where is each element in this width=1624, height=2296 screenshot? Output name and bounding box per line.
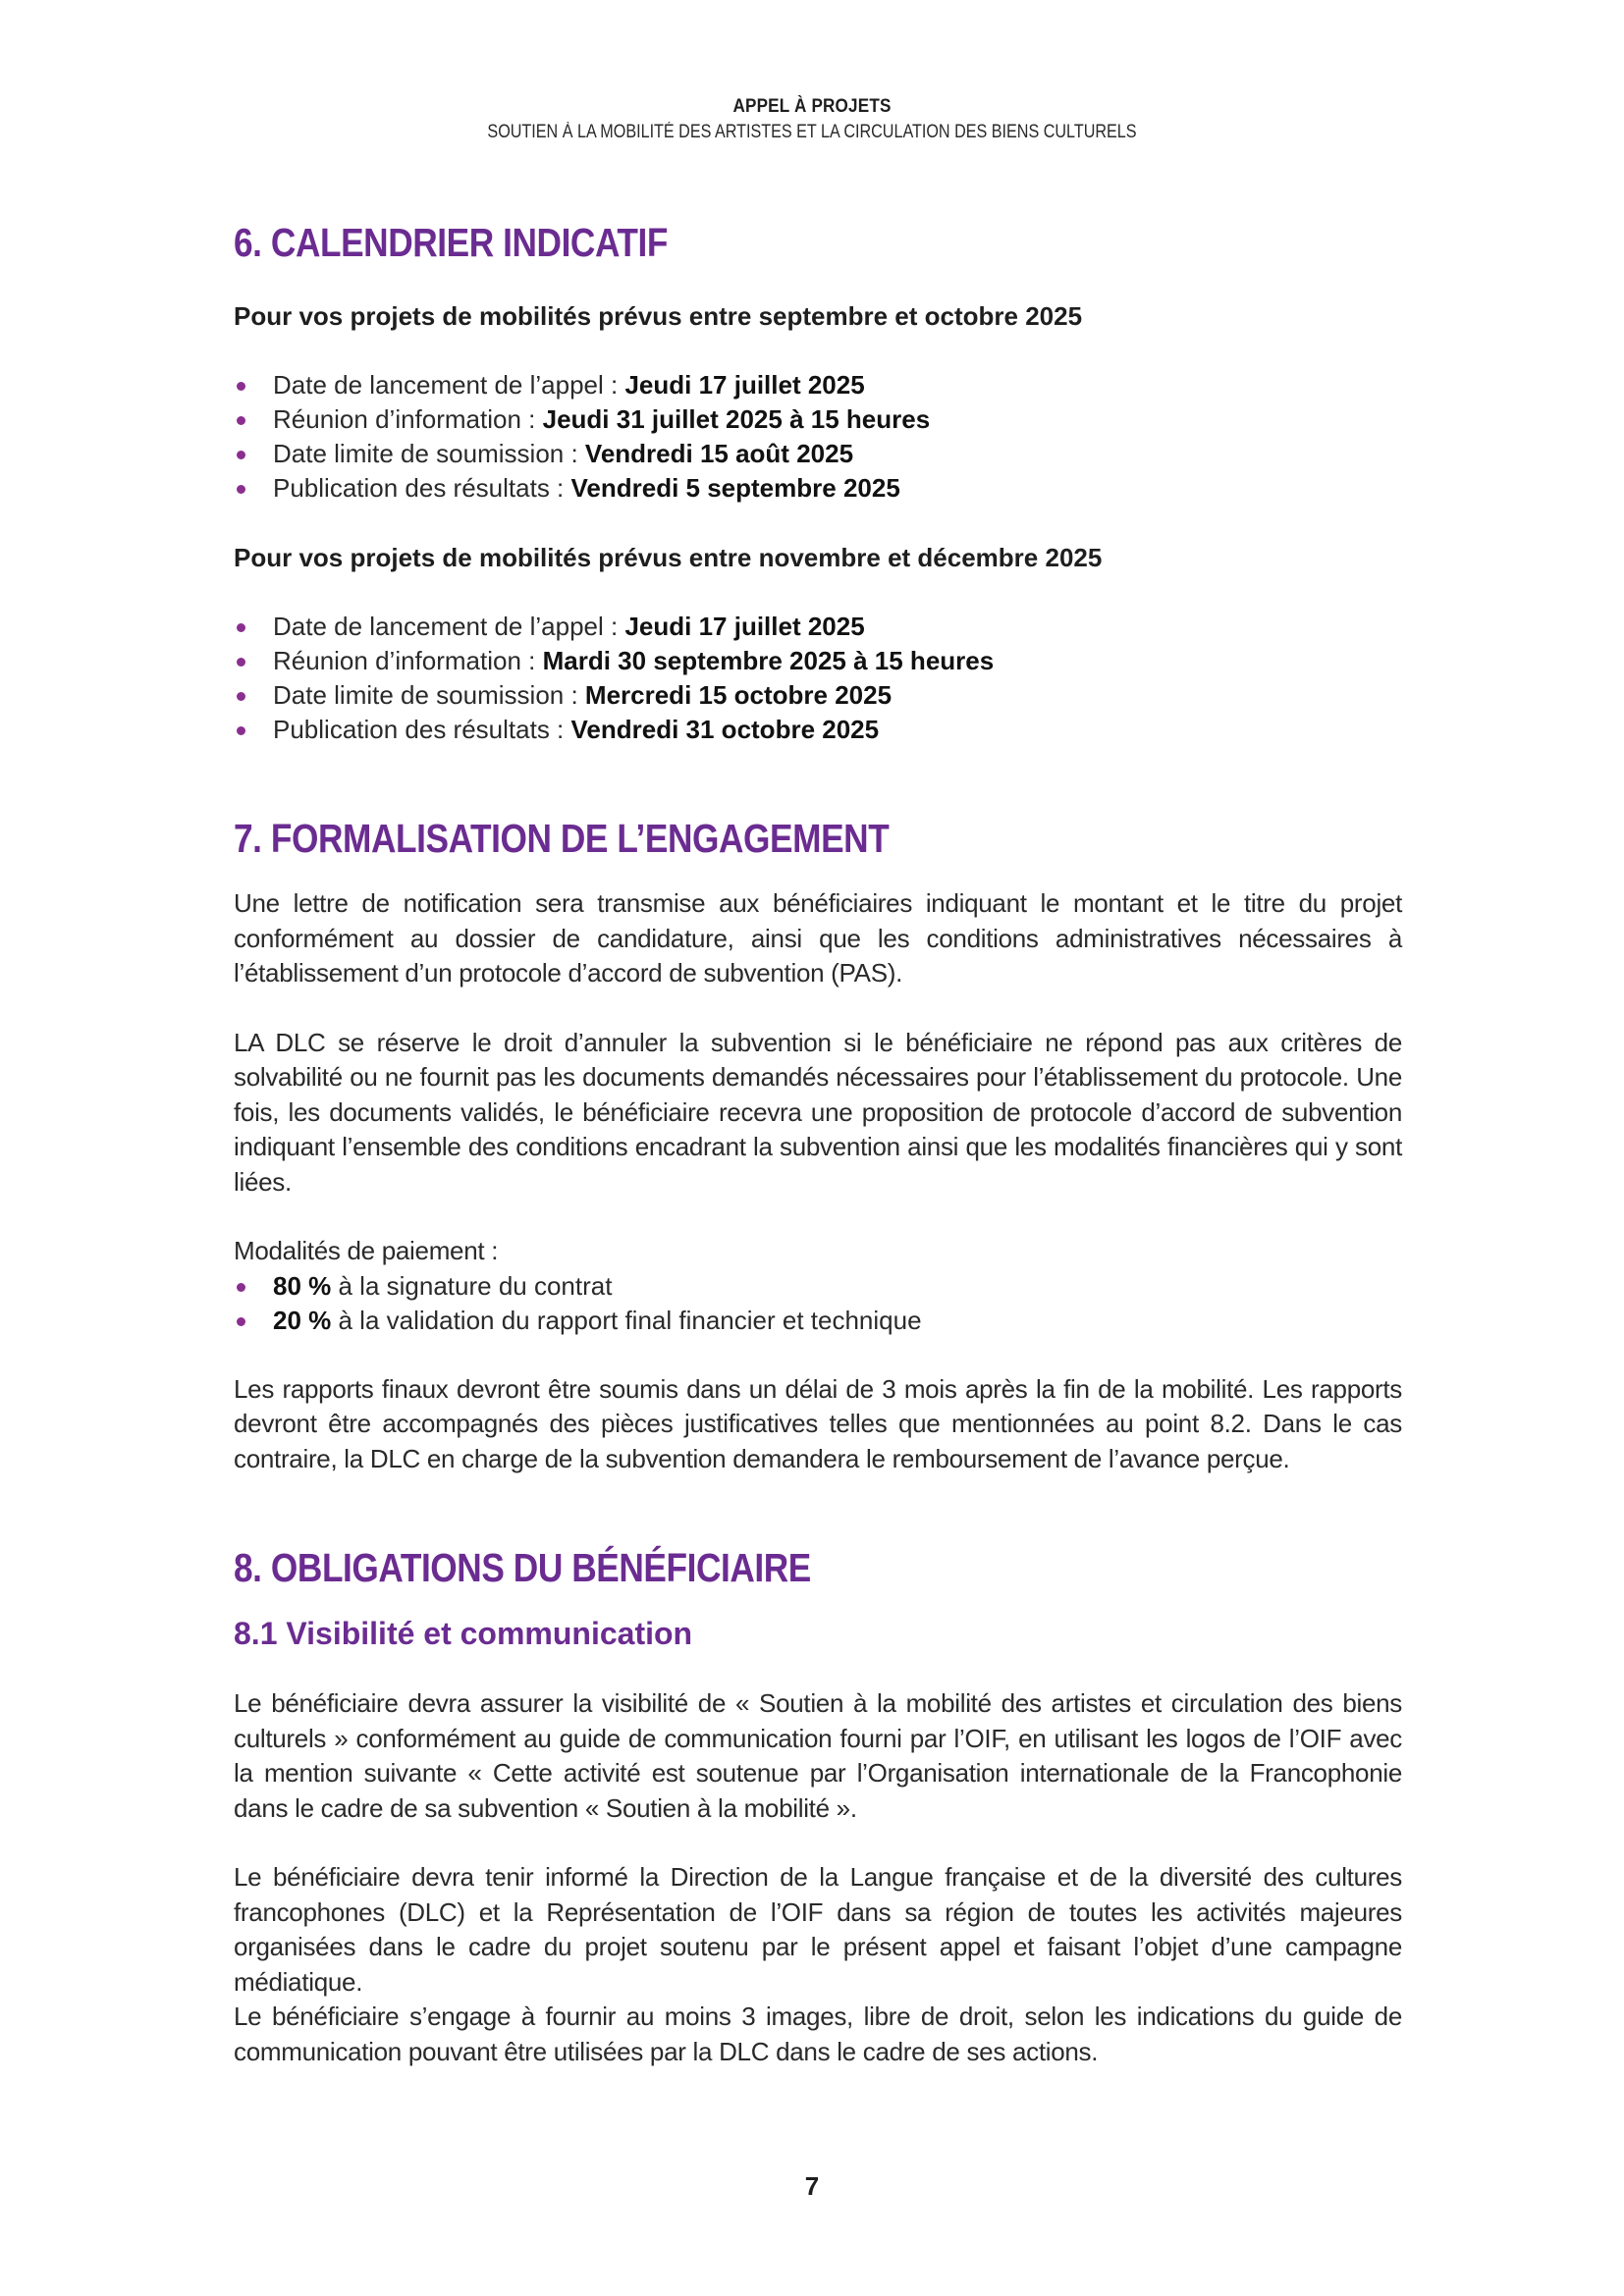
- section-8-title: 8. OBLIGATIONS DU BÉNÉFICIAIRE: [234, 1545, 811, 1590]
- page-content: [234, 218, 1402, 2069]
- period-2-heading: Pour vos projets de mobilités prévus entre novembre et décembre 2025: [234, 543, 1103, 572]
- page-number: 7: [804, 2171, 820, 2201]
- period-2-list: [234, 610, 1402, 747]
- list-item: Réunion d’information : Jeudi 31 juillet 2025 à 15 heures: [234, 402, 1402, 437]
- section-6-title: 6. CALENDRIER INDICATIF: [234, 220, 668, 265]
- page-header: [0, 94, 1624, 145]
- section-8-paragraph-1: Le bénéficiaire devra assurer la visibilité de « Soutien à la mobilité des artistes et circulation des biens culturels » conformément au guide de communication fourni par l’OIF, en utilisant les logos de l’OIF avec la mention suivante « Cette activité est soutenue par l’Organisation internationale de la Francophonie dans le cadre de sa subvention « Soutien à la mobilité ».: [234, 1688, 1402, 1823]
- list-item: 20 % à la validation du rapport final financier et technique: [234, 1304, 1402, 1338]
- list-item: Date limite de soumission : Mercredi 15 octobre 2025: [234, 678, 1402, 713]
- section-7-paragraph-2: LA DLC se réserve le droit d’annuler la subvention si le bénéficiaire ne répond pas aux critères de solvabilité ou ne fournit pas les documents demandés nécessaires pour l’établissement du protocole. Une fois, les documents validés, le bénéficiaire recevra une proposition de protocole d’accord de subvention indiquant l’ensemble des conditions encadrant la subvention ainsi que les modalités financières qui y sont liées.: [234, 1027, 1402, 1197]
- list-item: Date de lancement de l’appel : Jeudi 17 juillet 2025: [234, 610, 1402, 644]
- header-title: APPEL À PROJETS: [732, 96, 892, 117]
- period-1-heading: Pour vos projets de mobilités prévus entre septembre et octobre 2025: [234, 301, 1083, 331]
- list-item: 80 % à la signature du contrat: [234, 1269, 1402, 1304]
- header-subtitle: SOUTIEN À LA MOBILITÉ DES ARTISTES ET LA CIRCULATION DES BIENS CULTURELS: [487, 122, 1137, 142]
- payment-list: [234, 1269, 1402, 1338]
- section-7-paragraph-3: Les rapports finaux devront être soumis dans un délai de 3 mois après la fin de la mobilité. Les rapports devront être accompagnés des pièces justificatives telles que mentionnées au point 8.2. Dans le cas contraire, la DLC en charge de la subvention demandera le remboursement de l’avance perçue.: [234, 1373, 1402, 1473]
- list-item: Réunion d’information : Mardi 30 septembre 2025 à 15 heures: [234, 644, 1402, 678]
- payment-intro: Modalités de paiement :: [234, 1236, 499, 1265]
- section-8-paragraph-2: Le bénéficiaire devra tenir informé la Direction de la Langue française et de la diversité des cultures francophones (DLC) et la Représentation de l’OIF dans sa région de toutes les activités majeures organisées dans le cadre du projet soutenu par le présent appel et faisant l’objet d’une campagne médiatique.: [234, 1862, 1402, 1997]
- list-item: Date limite de soumission : Vendredi 15 août 2025: [234, 437, 1402, 471]
- list-item: Publication des résultats : Vendredi 31 octobre 2025: [234, 713, 1402, 747]
- list-item: Publication des résultats : Vendredi 5 septembre 2025: [234, 471, 1402, 506]
- section-7-title: 7. FORMALISATION DE L’ENGAGEMENT: [234, 816, 890, 861]
- section-7-paragraph-1: Une lettre de notification sera transmise aux bénéficiaires indiquant le montant et le titre du projet conformément au dossier de candidature, ainsi que les conditions administratives nécessaires à l’établissement d’un protocole d’accord de subvention (PAS).: [234, 888, 1402, 988]
- period-1-list: [234, 368, 1402, 506]
- list-item: Date de lancement de l’appel : Jeudi 17 juillet 2025: [234, 368, 1402, 402]
- subsection-8-1-title: 8.1 Visibilité et communication: [234, 1616, 693, 1651]
- section-8-paragraph-3: Le bénéficiaire s’engage à fournir au moins 3 images, libre de droit, selon les indications du guide de communication pouvant être utilisées par la DLC dans le cadre de ses actions.: [234, 2002, 1402, 2066]
